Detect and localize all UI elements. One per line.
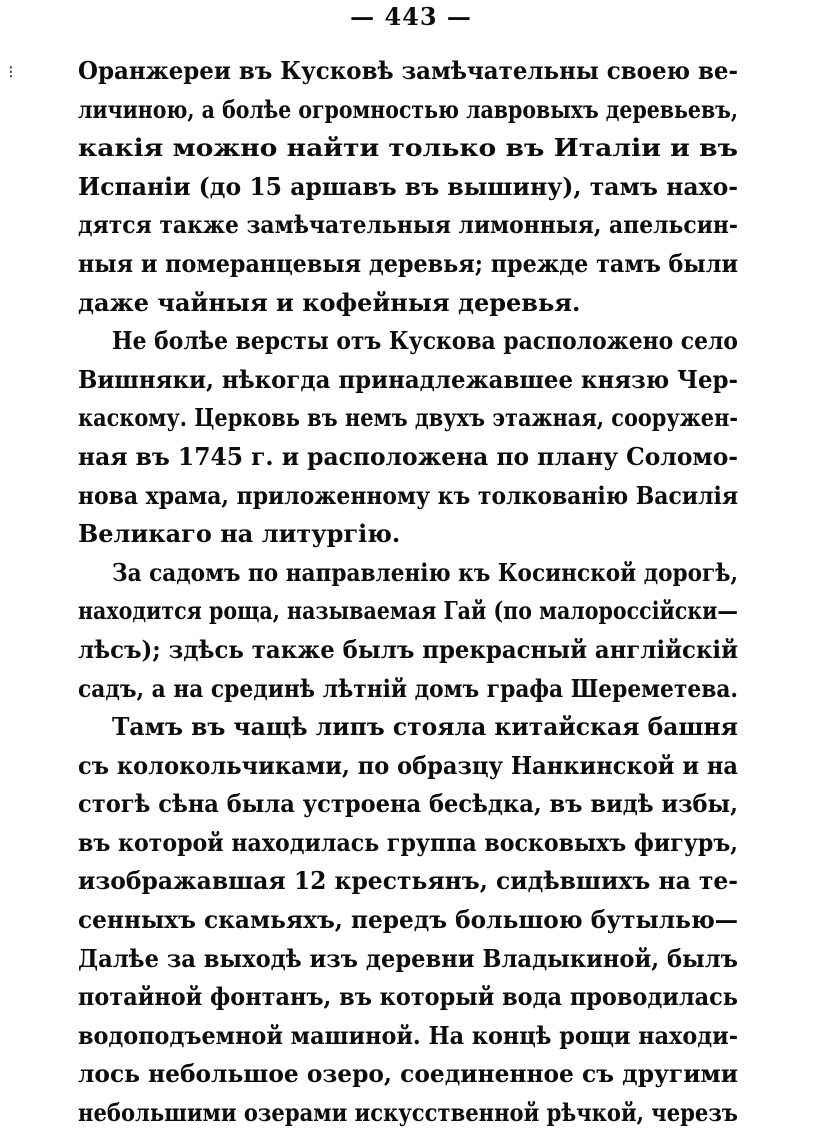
text-line: потайной фонтанъ, въ который вода проводилась	[78, 982, 738, 1012]
text-line: ныя и померанцевыя деревья; прежде тамъ были	[78, 248, 738, 278]
text-line: дятся также замѣчательныя лимонныя, апельсин-	[78, 210, 738, 240]
text-line: Далѣе за выходѣ изъ деревни Владыкиной, былъ	[78, 943, 738, 973]
text-line: находится роща, называемая Гай (по малороссійски—	[78, 596, 738, 626]
text-line: небольшими озерами искусственной рѣчкой, черезъ	[78, 1098, 738, 1128]
text-line: въ которой находилась группа восковыхъ фигуръ,	[78, 827, 738, 857]
text-line: ная въ 1745 г. и расположена по плану Соломо-	[78, 441, 738, 471]
page-number: — 443 —	[350, 2, 472, 31]
text-line: даже чайныя и кофейныя деревья.	[78, 287, 581, 317]
text-line: Тамъ въ чащѣ липъ стояла китайская башня	[112, 712, 738, 742]
text-line: сенныхъ скамьяхъ, передъ большою бутылью—	[78, 905, 738, 935]
text-line: Испаніи (до 15 аршавъ въ вышину), тамъ нахо-	[78, 171, 738, 201]
text-line: стогѣ сѣна была устроена бесѣдка, въ видѣ избы,	[78, 789, 738, 819]
text-line: съ колокольчиками, по образцу Нанкинской и на	[78, 750, 738, 780]
text-line: Не болѣе версты отъ Кускова расположено село	[112, 326, 738, 356]
text-line: лось небольшое озеро, соединенное съ другими	[78, 1059, 738, 1089]
text-line: какія можно найти только въ Италіи и въ	[78, 133, 738, 163]
text-line: каскому. Церковь въ немъ двухъ этажная, сооружен-	[78, 403, 738, 433]
text-line: лѣсъ); здѣсь также былъ прекрасный англійскій	[78, 634, 738, 664]
text-line: садъ, а на срединѣ лѣтній домъ графа Шереметева.	[78, 673, 738, 703]
text-line: водоподъемной машиной. На концѣ рощи находи-	[78, 1020, 738, 1050]
text-line: изображавшая 12 крестьянъ, сидѣвшихъ на те-	[78, 866, 738, 896]
body-text	[78, 52, 738, 1133]
text-line: Великаго на литургію.	[78, 519, 401, 549]
text-line: личиною, а болѣе огромностью лавровыхъ деревьевъ,	[78, 94, 738, 124]
text-line: За садомъ по направленію къ Косинской дорогѣ,	[112, 557, 738, 587]
margin-mark: ⁝	[8, 62, 14, 83]
text-line: Оранжереи въ Кусковѣ замѣчательны своею ве-	[78, 56, 738, 85]
text-line: нова храма, приложенному къ толкованію Василія	[78, 480, 738, 510]
text-line: Вишняки, нѣкогда принадлежавшее князю Чер-	[78, 364, 738, 394]
